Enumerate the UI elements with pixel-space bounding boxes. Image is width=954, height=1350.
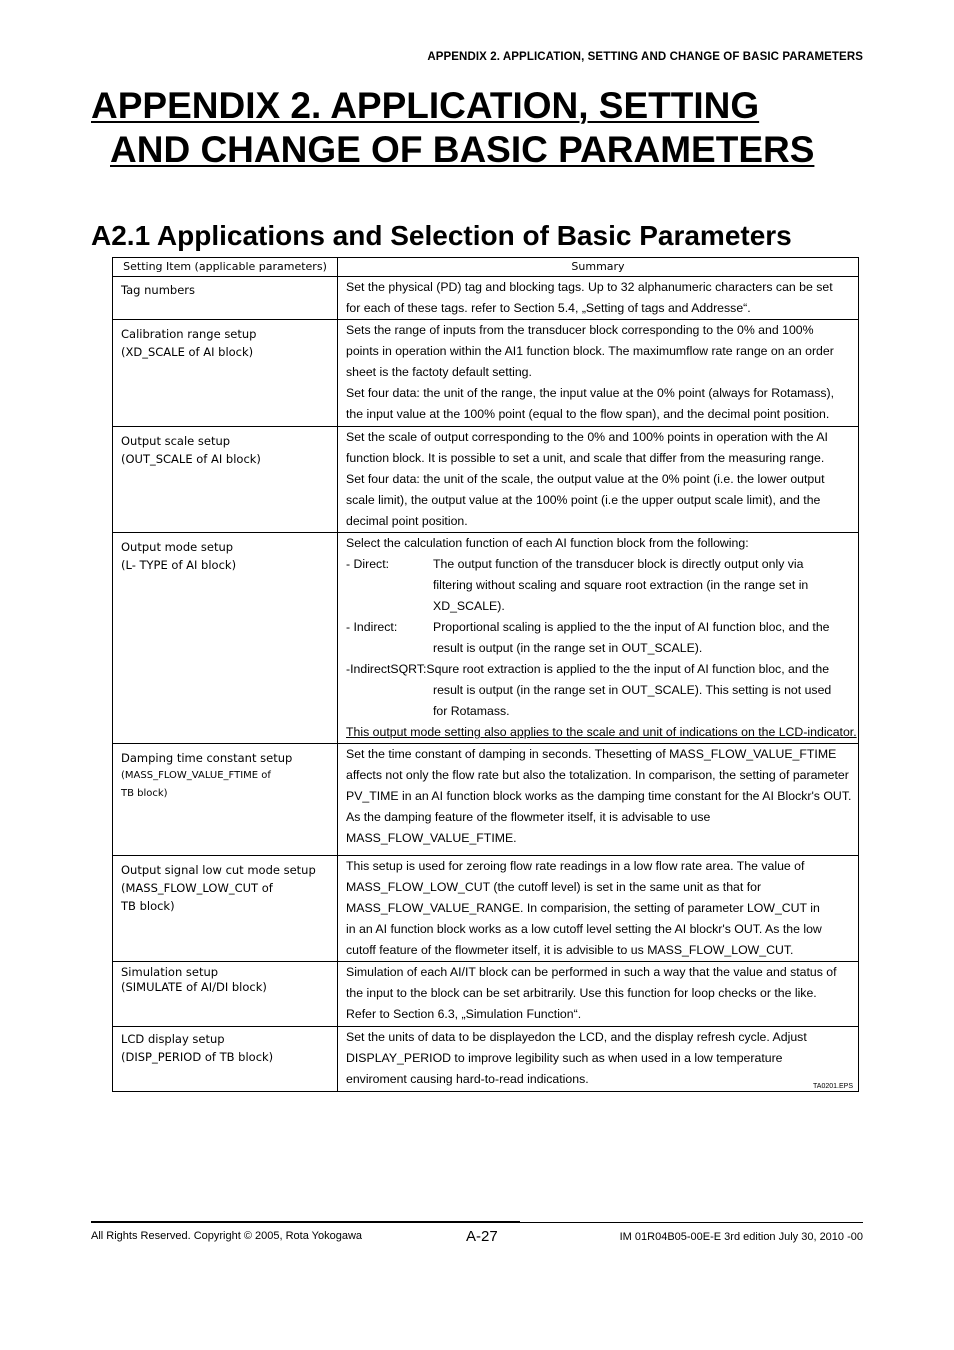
- title-line-1: APPENDIX 2. APPLICATION, SETTING: [91, 85, 760, 126]
- table-row: [113, 277, 859, 320]
- setting-item-param: (SIMULATE of AI/DI block): [121, 980, 267, 994]
- summary-cell: [338, 277, 859, 320]
- summary-line: result is output (in the range set in OUT_SCALE). This setting is not used: [433, 683, 832, 697]
- summary-cell: [338, 856, 859, 962]
- summary-line: Set the time constant of damping in seconds. Thesetting of MASS_FLOW_VALUE_FTIME: [346, 747, 837, 761]
- summary-line: result is output (in the range set in OUT_SCALE).: [433, 641, 703, 655]
- header-setting-item: Setting Item (applicable parameters): [113, 258, 338, 277]
- setting-item-name: Damping time constant setup: [121, 751, 293, 765]
- summary-line: sheet is the factoty default setting.: [346, 365, 532, 379]
- summary-line: XD_SCALE).: [433, 599, 505, 613]
- summary-cell: [338, 427, 859, 533]
- setting-item-cell: [113, 856, 338, 962]
- setting-item-param: TB block): [121, 899, 175, 913]
- summary-line: MASS_FLOW_VALUE_FTIME.: [346, 831, 517, 845]
- summary-line: the input value at the 100% point (equal to the flow span), and the decimal point position.: [346, 407, 830, 421]
- table-row: [113, 533, 859, 744]
- summary-line: Select the calculation function of each AI function block from the following:: [346, 536, 749, 550]
- summary-line: DISPLAY_PERIOD to improve legibility such as when used in a low temperature: [346, 1051, 783, 1065]
- mode-key: - Direct:: [346, 557, 390, 571]
- summary-line: affects not only the flow rate but also the totalization. In comparison, the setting of parameter: [346, 768, 849, 782]
- running-head: APPENDIX 2. APPLICATION, SETTING AND CHANGE OF BASIC PARAMETERS: [427, 51, 863, 63]
- summary-line: for Rotamass.: [433, 704, 510, 718]
- summary-line: Set four data: the unit of the range, the input value at the 0% point (always for Rotamass),: [346, 386, 835, 400]
- summary-line: Set four data: the unit of the scale, the output value at the 0% point (i.e. the lower output: [346, 472, 825, 486]
- summary-cell: [338, 1027, 859, 1092]
- summary-line: enviroment causing hard-to-read indications.: [346, 1072, 589, 1086]
- summary-line: decimal point position.: [346, 514, 468, 528]
- summary-line: filtering without scaling and square root extraction (in the range set in: [433, 578, 809, 592]
- summary-line: Sets the range of inputs from the transducer block corresponding to the 0% and 100%: [346, 323, 814, 337]
- setting-item-cell: [113, 744, 338, 856]
- setting-item-param: (L- TYPE of AI block): [121, 558, 237, 572]
- setting-item-cell: [113, 427, 338, 533]
- table-row: [113, 320, 859, 427]
- summary-line: Set the units of data to be displayedon the LCD, and the display refresh cycle. Adjust: [346, 1030, 807, 1044]
- footer-copyright: All Rights Reserved. Copyright © 2005, Rota Yokogawa: [91, 1230, 363, 1242]
- page-title: [91, 84, 871, 172]
- summary-line: for each of these tags. refer to Section 5.4, „Setting of tags and Addresse“.: [346, 301, 751, 315]
- setting-item-name: Output mode setup: [121, 540, 234, 554]
- summary-cell: [338, 320, 859, 427]
- mode-direct: [346, 554, 858, 575]
- setting-item-param: (MASS_FLOW_LOW_CUT of: [121, 881, 273, 895]
- mode-desc: Proportional scaling is applied to the the input of AI function bloc, and the: [433, 620, 830, 634]
- summary-line: Refer to Section 6.3, „Simulation Function“.: [346, 1007, 582, 1021]
- summary-line: cutoff feature of the flowmeter itself, it is advisible to us MASS_FLOW_LOW_CUT.: [346, 943, 794, 957]
- setting-item-cell: [113, 533, 338, 744]
- setting-item-cell: [113, 962, 338, 1027]
- header-summary: Summary: [338, 258, 859, 277]
- title-line-2: AND CHANGE OF BASIC PARAMETERS: [110, 129, 815, 170]
- setting-item-param: TB block): [121, 788, 168, 799]
- setting-item-param: (OUT_SCALE of AI block): [121, 452, 261, 466]
- mode-desc: Squre root extraction is applied to the the input of AI function bloc, and the: [426, 662, 830, 676]
- summary-line: points in operation within the AI1 function block. The maximumflow rate range on an order: [346, 344, 834, 358]
- mode-key: -IndirectSQRT:: [346, 662, 427, 676]
- setting-item-name: Output signal low cut mode setup: [121, 863, 316, 877]
- page-number: A-27: [466, 1228, 498, 1245]
- figure-id: TA0201.EPS: [813, 1083, 853, 1090]
- summary-line: the input to the block can be set arbitrarily. Use this function for loop checks or the like.: [346, 986, 817, 1000]
- mode-key: - Indirect:: [346, 620, 398, 634]
- setting-item-name: Output scale setup: [121, 434, 231, 448]
- setting-item-name: LCD display setup: [121, 1032, 225, 1046]
- setting-item-name: Simulation setup: [121, 965, 219, 979]
- setting-item-name: Tag numbers: [121, 283, 195, 297]
- table-header-row: [113, 258, 859, 277]
- footer-rule-right: [520, 1222, 863, 1223]
- summary-cell: [338, 962, 859, 1027]
- table-row: [113, 962, 859, 1027]
- setting-item-cell: [113, 320, 338, 427]
- summary-line: Set the physical (PD) tag and blocking tags. Up to 32 alphanumeric characters can be set: [346, 280, 833, 294]
- parameters-table: [112, 257, 859, 1092]
- summary-line: Set the scale of output corresponding to the 0% and 100% points in operation with the AI: [346, 430, 828, 444]
- mode-indirect-sqrt: [346, 659, 858, 680]
- summary-line: scale limit), the output value at the 100% point (i.e the upper output scale limit), and the: [346, 493, 821, 507]
- summary-line: in an AI function block works as a low cutoff level setting the AI blockr's OUT. As the low: [346, 922, 822, 936]
- summary-line: As the damping feature of the flowmeter itself, it is advisable to use: [346, 810, 711, 824]
- summary-line: MASS_FLOW_LOW_CUT (the cutoff level) is set in the same unit as that for: [346, 880, 762, 894]
- summary-cell: [338, 533, 859, 744]
- footer-doc-id: IM 01R04B05-00E-E 3rd edition July 30, 2010 -00: [619, 1231, 863, 1243]
- table-row: [113, 427, 859, 533]
- summary-line: This setup is used for zeroing flow rate readings in a low flow rate area. The value of: [346, 859, 805, 873]
- summary-line: PV_TIME in an AI function block works as the damping time constant for the AI Blockr's OUT.: [346, 789, 852, 803]
- summary-line: function block. It is possible to set a unit, and scale that differ from the measuring range.: [346, 451, 825, 465]
- table-row: [113, 744, 859, 856]
- summary-line: Simulation of each AI/IT block can be performed in such a way that the value and status of: [346, 965, 837, 979]
- summary-cell: [338, 744, 859, 856]
- summary-line: MASS_FLOW_VALUE_RANGE. In comparision, the setting of parameter LOW_CUT in: [346, 901, 820, 915]
- mode-indirect: [346, 617, 858, 638]
- setting-item-cell: [113, 1027, 338, 1092]
- table-row: [113, 856, 859, 962]
- mode-desc: The output function of the transducer block is directly output only via: [433, 557, 804, 571]
- setting-item-name: Calibration range setup: [121, 327, 257, 341]
- table-row: [113, 1027, 859, 1092]
- setting-item-param: (DISP_PERIOD of TB block): [121, 1050, 274, 1064]
- summary-note: This output mode setting also applies to the scale and unit of indications on the LCD-indicator.: [346, 725, 857, 739]
- setting-item-param: (XD_SCALE of AI block): [121, 345, 254, 359]
- setting-item-cell: [113, 277, 338, 320]
- footer-rule-left: [91, 1221, 520, 1223]
- setting-item-param: (MASS_FLOW_VALUE_FTIME of: [121, 770, 271, 781]
- section-title: A2.1 Applications and Selection of Basic Parameters: [91, 220, 792, 251]
